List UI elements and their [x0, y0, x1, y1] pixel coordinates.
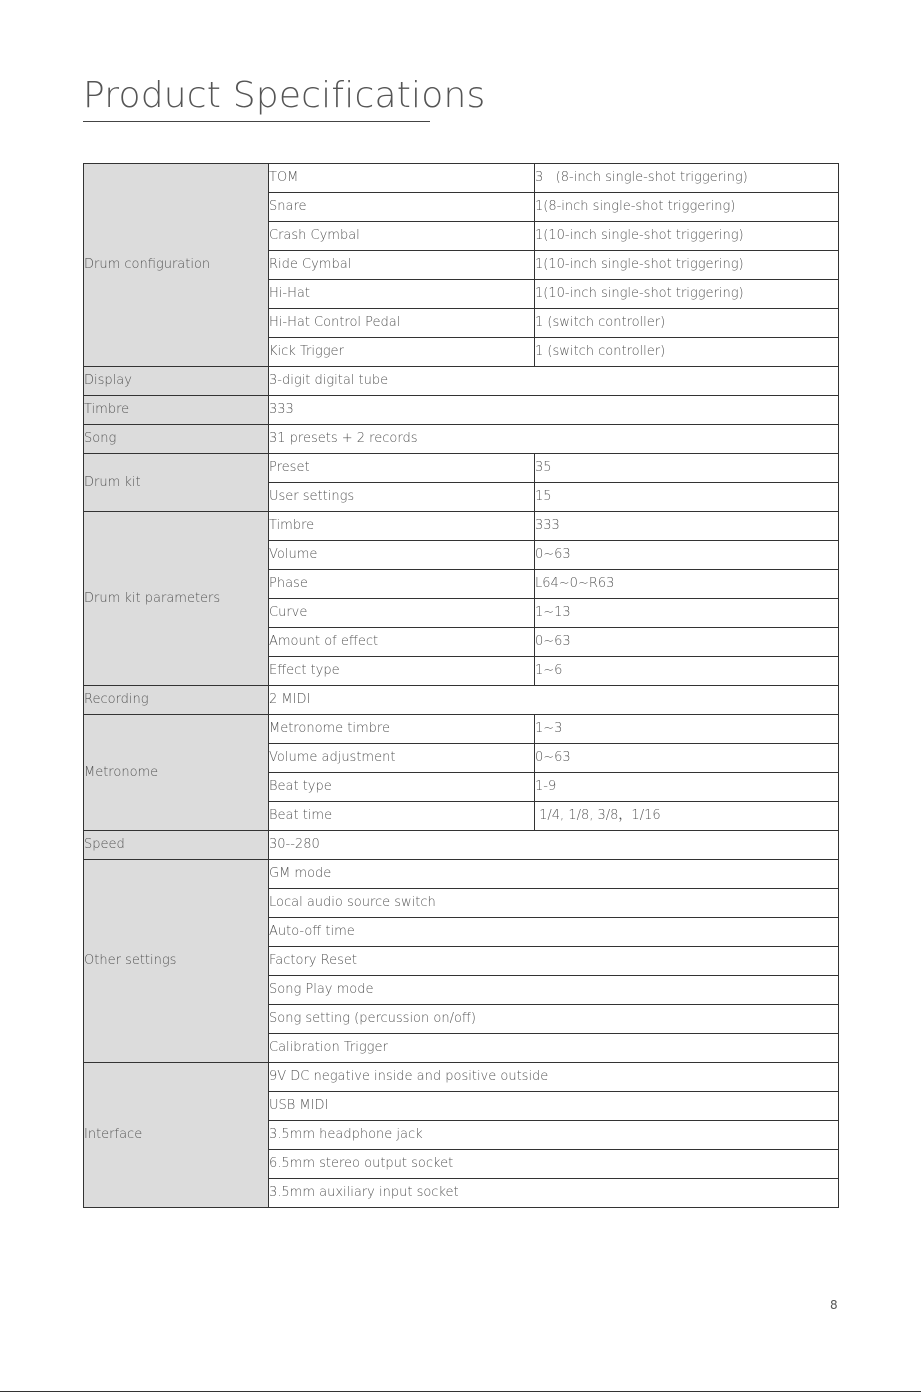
spec-item: Volume adjustment	[269, 744, 535, 773]
spec-row	[84, 425, 839, 454]
spec-row	[84, 512, 839, 541]
category-label: Drum kit	[84, 454, 269, 512]
spec-value: 3-digit digital tube	[269, 367, 839, 396]
spec-item: 3.5mm auxiliary input socket	[269, 1179, 839, 1208]
spec-item: TOM	[269, 164, 535, 193]
spec-value: 1 (switch controller)	[535, 338, 839, 367]
spec-value: 1 (switch controller)	[535, 309, 839, 338]
spec-value: 3 (8-inch single-shot triggering)	[535, 164, 839, 193]
spec-item: Beat time	[269, 802, 535, 831]
spec-value: 0~63	[535, 744, 839, 773]
spec-row	[84, 831, 839, 860]
spec-value: 333	[535, 512, 839, 541]
spec-item: 9V DC negative inside and positive outside	[269, 1063, 839, 1092]
spec-value: 0~63	[535, 541, 839, 570]
spec-item: Calibration Trigger	[269, 1034, 839, 1063]
category-label: Timbre	[84, 396, 269, 425]
spec-item: Amount of effect	[269, 628, 535, 657]
category-label: Metronome	[84, 715, 269, 831]
spec-value: 1-9	[535, 773, 839, 802]
spec-item: Song Play mode	[269, 976, 839, 1005]
category-label: Drum configuration	[84, 164, 269, 367]
specifications-table	[83, 163, 839, 1208]
spec-value: 1(10-inch single-shot triggering)	[535, 280, 839, 309]
spec-value: 30--280	[269, 831, 839, 860]
category-label: Drum kit parameters	[84, 512, 269, 686]
spec-row	[84, 860, 839, 889]
spec-item: USB MIDI	[269, 1092, 839, 1121]
spec-item: GM mode	[269, 860, 839, 889]
spec-value: 35	[535, 454, 839, 483]
spec-item: Local audio source switch	[269, 889, 839, 918]
spec-item: Curve	[269, 599, 535, 628]
spec-value: 333	[269, 396, 839, 425]
category-label: Speed	[84, 831, 269, 860]
spec-item: Hi-Hat Control Pedal	[269, 309, 535, 338]
spec-row	[84, 686, 839, 715]
spec-item: User settings	[269, 483, 535, 512]
page-number: 8	[830, 1298, 838, 1312]
spec-item: Phase	[269, 570, 535, 599]
spec-value: 31 presets + 2 records	[269, 425, 839, 454]
spec-value: 1(10-inch single-shot triggering)	[535, 251, 839, 280]
spec-item: Factory Reset	[269, 947, 839, 976]
spec-value: 2 MIDI	[269, 686, 839, 715]
spec-item: Effect type	[269, 657, 535, 686]
spec-row	[84, 1063, 839, 1092]
spec-item: Preset	[269, 454, 535, 483]
spec-value: L64~0~R63	[535, 570, 839, 599]
title-underline	[83, 121, 430, 122]
spec-item: Beat type	[269, 773, 535, 802]
spec-value: 1/4, 1/8, 3/8，1/16	[535, 802, 839, 831]
spec-item: 6.5mm stereo output socket	[269, 1150, 839, 1179]
spec-value: 1(10-inch single-shot triggering)	[535, 222, 839, 251]
spec-value: 1~3	[535, 715, 839, 744]
spec-item: 3.5mm headphone jack	[269, 1121, 839, 1150]
category-label: Display	[84, 367, 269, 396]
spec-item: Metronome timbre	[269, 715, 535, 744]
spec-item: Auto-off time	[269, 918, 839, 947]
spec-row	[84, 367, 839, 396]
spec-item: Song setting (percussion on/off)	[269, 1005, 839, 1034]
page-title: Product Specifications	[83, 75, 486, 116]
spec-item: Crash Cymbal	[269, 222, 535, 251]
spec-item: Volume	[269, 541, 535, 570]
spec-value: 1~13	[535, 599, 839, 628]
spec-value: 1(8-inch single-shot triggering)	[535, 193, 839, 222]
spec-row	[84, 164, 839, 193]
spec-item: Ride Cymbal	[269, 251, 535, 280]
spec-value: 0~63	[535, 628, 839, 657]
bottom-divider	[0, 1391, 921, 1392]
spec-item: Hi-Hat	[269, 280, 535, 309]
category-label: Song	[84, 425, 269, 454]
spec-item: Snare	[269, 193, 535, 222]
category-label: Interface	[84, 1063, 269, 1208]
spec-row	[84, 454, 839, 483]
spec-value: 15	[535, 483, 839, 512]
spec-row	[84, 715, 839, 744]
category-label: Other settings	[84, 860, 269, 1063]
spec-item: Kick Trigger	[269, 338, 535, 367]
category-label: Recording	[84, 686, 269, 715]
spec-value: 1~6	[535, 657, 839, 686]
spec-row	[84, 396, 839, 425]
spec-item: Timbre	[269, 512, 535, 541]
